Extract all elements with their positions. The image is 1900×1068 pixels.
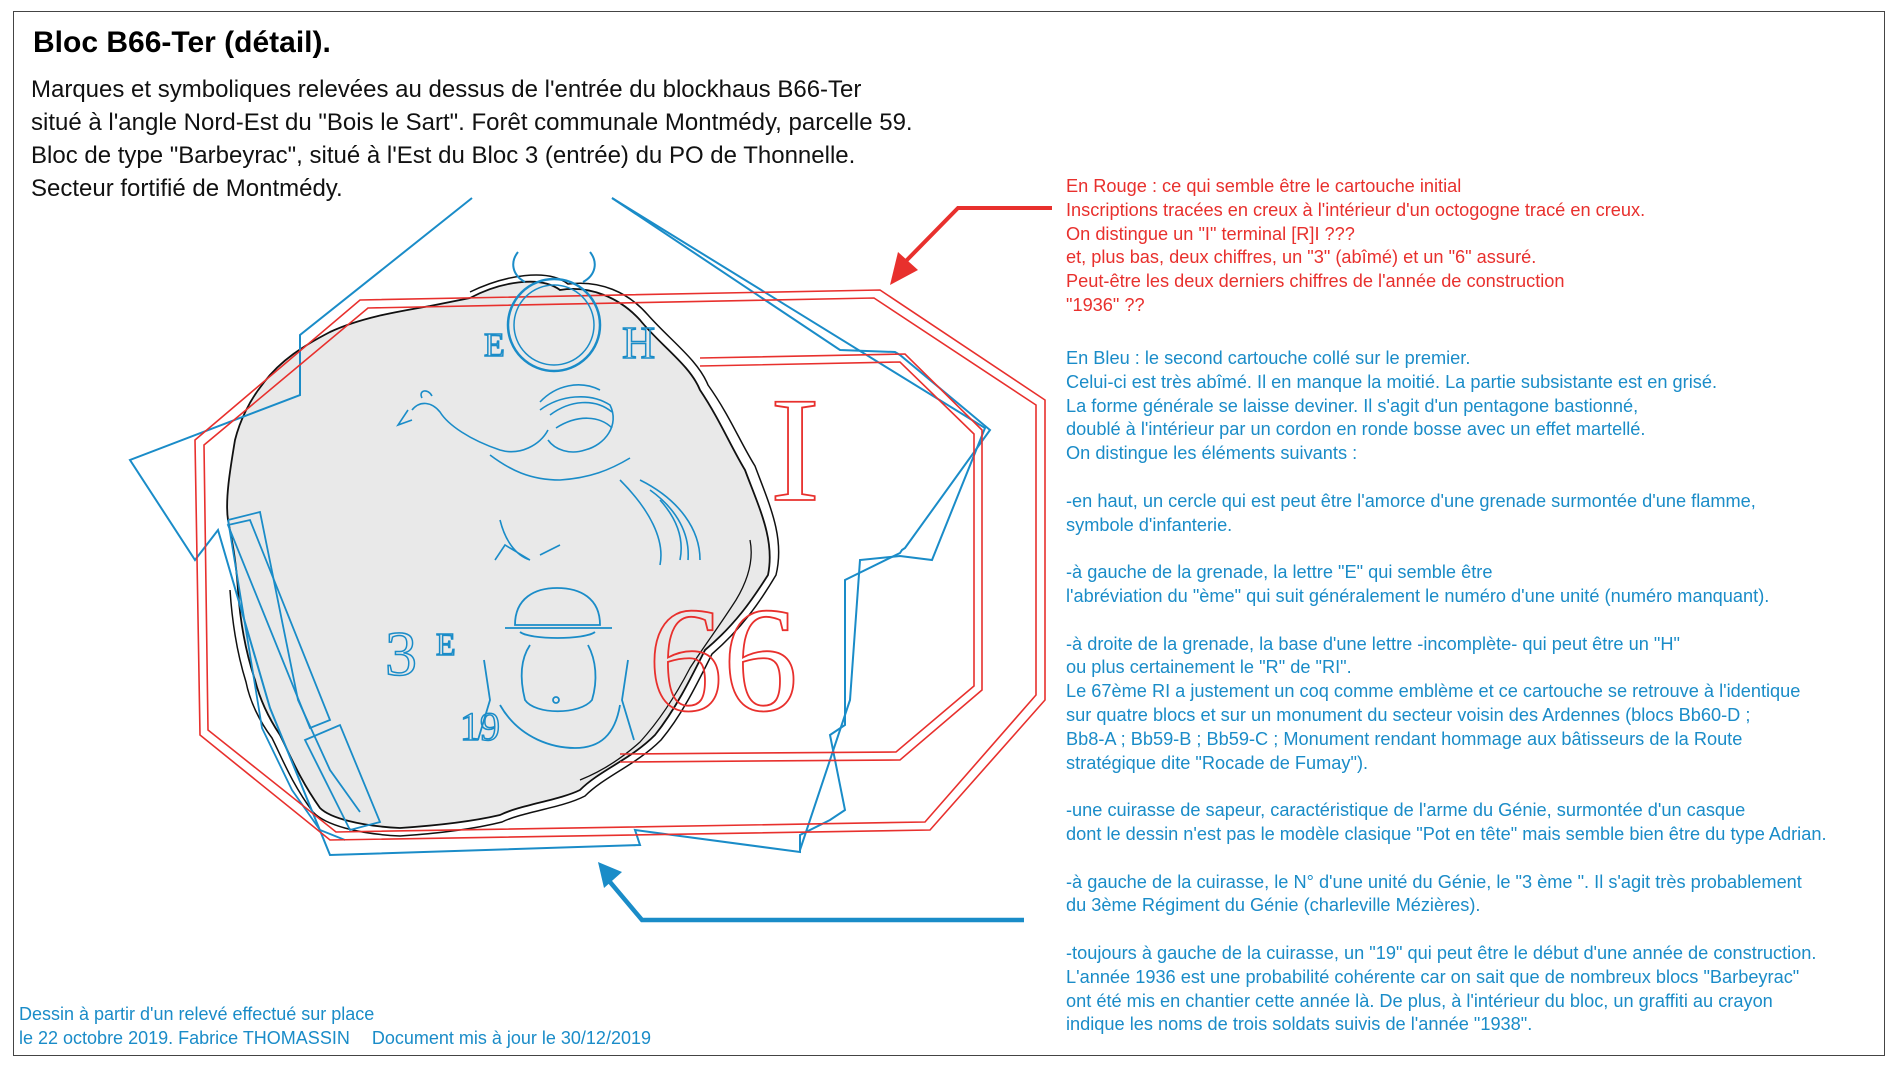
blue-legend-line: -toujours à gauche de la cuirasse, un "19" qui peut être le début d'une année de construction.	[1066, 942, 1817, 963]
red-legend-line: "1936" ??	[1066, 294, 1145, 315]
credit-line-2	[19, 1026, 651, 1050]
blue-legend-line: symbole d'infanterie.	[1066, 514, 1233, 535]
blue-legend-line: La forme générale se laisse deviner. Il s'agit d'un pentagone bastionné,	[1066, 395, 1639, 416]
blue-legend-line	[1066, 775, 1827, 799]
credit-block	[19, 1002, 651, 1050]
blue-legend-line: L'année 1936 est une probabilité cohérente car on sait que de nombreux blocs "Barbeyrac"	[1066, 966, 1800, 987]
intro-line: situé à l'angle Nord-Est du "Bois le Sart". Forêt communale Montmédy, parcelle 59.	[31, 109, 913, 136]
red-legend-line: On distingue un "I" terminal [R]I ???	[1066, 223, 1355, 244]
intro-line: Secteur fortifié de Montmédy.	[31, 175, 343, 202]
blue-legend-line	[1066, 918, 1827, 942]
credit-line-1: Dessin à partir d'un relevé effectué sur place	[19, 1004, 375, 1024]
red-legend	[1066, 175, 1645, 318]
red-digits: 66	[648, 577, 798, 743]
credit-author: le 22 octobre 2019. Fabrice THOMASSIN	[19, 1028, 350, 1048]
blue-legend-line: -à gauche de la cuirasse, le N° d'une unité du Génie, le "3 ème ". Il s'agit très probablement	[1066, 871, 1802, 892]
blue-legend-line: l'abréviation du "ème" qui suit généralement le numéro d'une unité (numéro manquant).	[1066, 585, 1770, 606]
blue-legend-line: du 3ème Régiment du Génie (charleville Mézières).	[1066, 895, 1481, 916]
blue-legend-line: -à droite de la grenade, la base d'une lettre -incomplète- qui peut être un "H"	[1066, 633, 1680, 654]
blue-legend-line	[1066, 609, 1827, 633]
red-letter-I: I	[770, 367, 820, 533]
red-legend-line: Peut-être les deux derniers chiffres de l'année de construction	[1066, 271, 1565, 292]
blue-legend-line: ou plus certainement le "R" de "RI".	[1066, 657, 1352, 678]
blue-year-19: 19	[460, 704, 500, 749]
blue-legend-line	[1066, 537, 1827, 561]
blue-letter-E: E	[484, 327, 505, 364]
credit-update-date: Document mis à jour le 30/12/2019	[371, 1028, 651, 1048]
intro-line: Marques et symboliques relevées au dessus de l'entrée du blockhaus B66-Ter	[31, 76, 862, 103]
blue-legend	[1066, 347, 1827, 1037]
blue-legend-line: -une cuirasse de sapeur, caractéristique de l'arme du Génie, surmontée d'un casque	[1066, 800, 1746, 821]
blue-legend-line: Le 67ème RI a justement un coq comme emblème et ce cartouche se retrouve à l'identique	[1066, 681, 1801, 702]
blue-legend-line: ont été mis en chantier cette année là. De plus, à l'intérieur du bloc, un graffiti au crayon	[1066, 990, 1773, 1011]
blue-legend-line: On distingue les éléments suivants :	[1066, 443, 1358, 464]
blue-legend-line: indique les noms de trois soldats suivis de l'année "1938".	[1066, 1014, 1533, 1035]
blue-legend-line: Celui-ci est très abîmé. Il en manque la moitié. La partie subsistante est en grisé.	[1066, 371, 1718, 392]
red-legend-line: et, plus bas, deux chiffres, un "3" (abîmé) et un "6" assuré.	[1066, 247, 1537, 268]
blue-legend-line: En Bleu : le second cartouche collé sur le premier.	[1066, 348, 1471, 368]
blue-unit-number: 3	[385, 618, 417, 689]
blue-legend-line: -en haut, un cercle qui est peut être l'amorce d'une grenade surmontée d'une flamme,	[1066, 490, 1756, 511]
blue-legend-line: stratégique dite "Rocade de Fumay").	[1066, 752, 1369, 773]
blue-letter-H: H	[622, 317, 656, 368]
red-legend-line: Inscriptions tracées en creux à l'intérieur d'un octogogne tracé en creux.	[1066, 199, 1646, 220]
blue-legend-line: sur quatre blocs et sur un monument du secteur voisin des Ardennes (blocs Bb60-D ;	[1066, 704, 1751, 725]
blue-legend-line: doublé à l'intérieur par un cordon en ronde bosse avec un effet martellé.	[1066, 419, 1646, 440]
red-legend-line: En Rouge : ce qui semble être le cartouche initial	[1066, 176, 1462, 196]
blue-legend-line: dont le dessin n'est pas le modèle clasique "Pot en tête" mais semble bien être du type Adrian.	[1066, 823, 1827, 844]
intro-line: Bloc de type "Barbeyrac", situé à l'Est du Bloc 3 (entrée) du PO de Thonnelle.	[31, 142, 856, 169]
blue-unit-suffix: E	[436, 626, 456, 662]
blue-legend-line: -à gauche de la grenade, la lettre "E" qui semble être	[1066, 562, 1493, 583]
blue-legend-line: Bb8-A ; Bb59-B ; Bb59-C ; Monument rendant hommage aux bâtisseurs de la Route	[1066, 728, 1743, 749]
blue-legend-line	[1066, 847, 1827, 871]
red-arrow	[890, 208, 1052, 285]
blue-arrow	[598, 862, 1024, 920]
blue-legend-line	[1066, 466, 1827, 490]
page-title: Bloc B66-Ter (détail).	[33, 26, 331, 59]
